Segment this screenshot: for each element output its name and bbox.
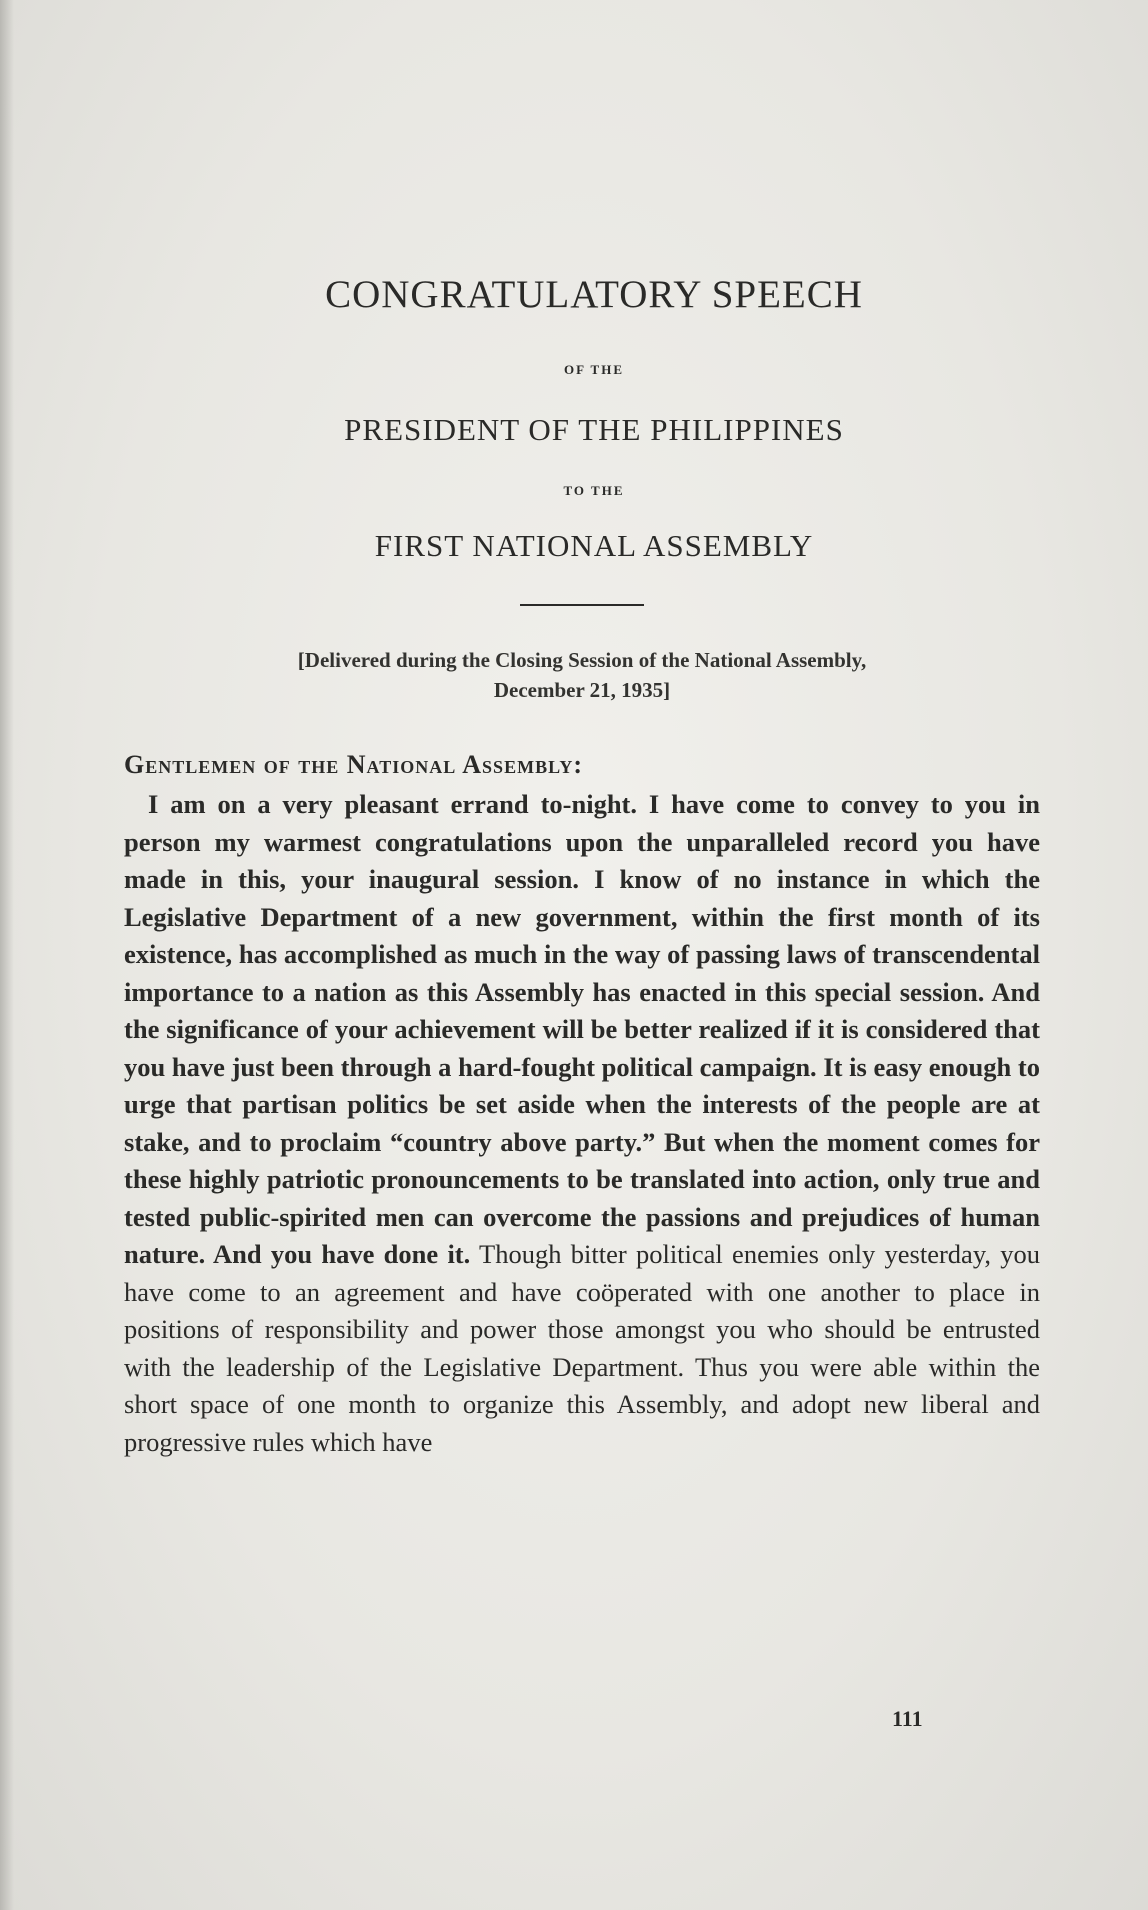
- speech-body-paragraph: [124, 786, 1040, 1461]
- delivery-note-line-2: December 21, 1935]: [493, 678, 671, 702]
- speaker-title: PRESIDENT OF THE PHILIPPINES: [344, 412, 844, 447]
- salutation: Gentlemen of the National Assembly:: [124, 750, 584, 779]
- speech-body-bold-passage: I am on a very pleasant errand to-night. I have come to convey to you in person my warmest congratulations upon the unparalleled record you have made in this, your inaugural session. I know of no instance in which the Legislative Department of a new government, within the first month of its existence, has accomplished as much in the way of passing laws of transcendental importance to a nation as this Assembly has enacted in this special session. And the significance of your achievement will be better realized if it is considered that you have just been through a hard-fought political campaign. It is easy enough to urge that partisan politics be set aside when the interests of the people are at stake, and to proclaim “country above party.” But when the moment comes for these highly patriotic pronouncements to be translated into action, only true and tested public-spirited men can overcome the passions and prejudices of human nature. And you have done it.: [124, 789, 1040, 1269]
- audience-title: FIRST NATIONAL ASSEMBLY: [374, 528, 814, 563]
- binding-shadow: [0, 0, 14, 1910]
- section-divider: [520, 604, 644, 606]
- delivery-note-line-1: [Delivered during the Closing Session of the National Assembly,: [297, 648, 867, 672]
- speech-body-regular-passage: Though bitter political enemies only yesterday, you have come to an agreement and have coöperated with one another to place in positions of responsibility and power those amongst you who should be entrusted with the leadership of the Legislative Department. Thus you were able within the short space of one month to organize this Assembly, and adopt new liberal and progressive rules which have: [124, 1239, 1040, 1457]
- title-connector-of-the: OF THE: [563, 362, 625, 377]
- delivery-note: [140, 645, 1024, 705]
- page-number: 111: [892, 1706, 923, 1731]
- speech-title: CONGRATULATORY SPEECH: [325, 273, 863, 316]
- title-connector-to-the: TO THE: [563, 483, 625, 498]
